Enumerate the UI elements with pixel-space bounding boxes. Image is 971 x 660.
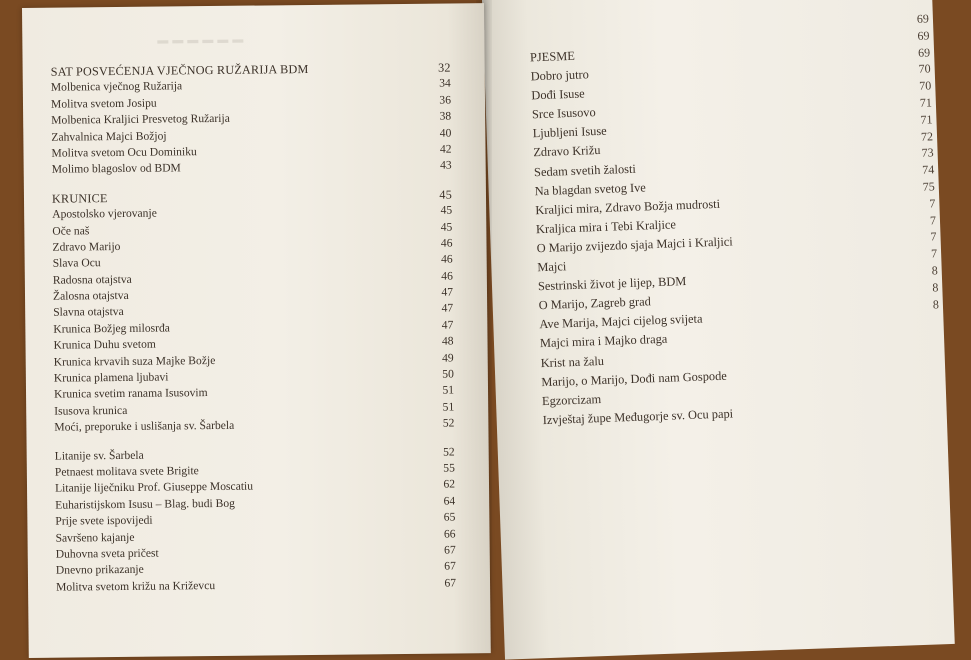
toc-entry-page: 67 — [444, 543, 456, 557]
toc-entry-title: Moći, preporuke i uslišanja sv. Šarbela — [54, 419, 235, 434]
toc-entry-title: Krunica Duhu svetom — [53, 337, 157, 352]
right-page — [482, 0, 955, 660]
song-page-number: 7 — [930, 246, 938, 261]
toc-entry-page: 64 — [443, 494, 456, 508]
toc-entry-title: KRUNICE — [51, 190, 108, 206]
toc-entry-page: 45 — [440, 220, 453, 234]
song-entry: Zdravo Križu — [533, 143, 601, 160]
toc-entry-title: Petnaest molitava svete Brigite — [54, 464, 199, 479]
song-entry: Kraljica mira i Tebi Kraljice — [535, 217, 677, 237]
songs-heading: PJESME — [529, 48, 576, 65]
song-page-number: 73 — [921, 145, 934, 161]
toc-section — [52, 186, 455, 436]
toc-entry-title: Oče naš — [52, 223, 90, 238]
song-page-number: 69 — [916, 11, 930, 26]
song-entry: Egzorcizam — [541, 391, 602, 408]
toc-entry-page: 52 — [442, 416, 455, 430]
toc-entry-page: 47 — [441, 285, 454, 299]
songs-list — [530, 34, 963, 430]
toc-entry-page: 47 — [441, 301, 454, 316]
toc-entry-page: 47 — [441, 318, 454, 332]
toc-entry-title: Krunica svetim ranama Isusovim — [53, 386, 208, 402]
song-entry: Majci mira i Majko draga — [539, 332, 668, 351]
left-page — [22, 3, 491, 658]
song-entry: Sedam svetih žalosti — [533, 161, 637, 179]
song-entry: Ljubljeni Isuse — [532, 124, 607, 141]
toc-entry-title: Apostolsko vjerovanje — [52, 206, 157, 221]
toc-entry-title: Duhovna sveta pričest — [55, 546, 159, 561]
toc-entry-page: 65 — [443, 510, 456, 524]
toc-entry-title: Molitva svetom Ocu Dominiku — [51, 145, 197, 160]
song-page-number: 71 — [920, 112, 933, 127]
toc-section — [51, 60, 452, 179]
toc-entry-title: Dnevno prikazanje — [55, 563, 144, 578]
toc-entry-title: Molimo blagoslov od BDM — [51, 161, 181, 177]
song-page-number: 8 — [932, 280, 939, 295]
toc-entry-title: Molbenica vječnog Ružarija — [50, 79, 183, 95]
toc-entry-title: Krunica plamena ljubavi — [53, 370, 169, 385]
song-entry: O Marijo zvijezdo sjaja Majci i Kraljici — [536, 234, 733, 256]
song-page-number: 74 — [921, 162, 935, 177]
toc-entry-page: 46 — [440, 236, 453, 250]
song-entry: Krist na žalu — [540, 353, 605, 370]
toc-entry-page: 43 — [440, 158, 452, 172]
song-page-number: 69 — [917, 44, 931, 60]
song-page-number: 69 — [917, 28, 930, 43]
toc-entry-row — [54, 416, 454, 437]
song-entry: Marijo, o Marijo, Dođi nam Gospode — [541, 368, 727, 389]
toc-entry-row — [56, 575, 456, 596]
toc-entry-title: SAT POSVEĆENJA VJEČNOG RUŽARIJA BDM — [50, 62, 309, 79]
song-entry: Dobro jutro — [530, 67, 590, 84]
toc-entry-title: Žalosna otajstva — [52, 288, 129, 303]
toc-entry-title: Zahvalnica Majci Božjoj — [51, 129, 167, 144]
toc-entry-page: 36 — [439, 93, 452, 107]
toc-entry-title: Litanije liječniku Prof. Giuseppe Moscatiu — [54, 479, 254, 496]
song-entry: Ave Marija, Majci cijelog svijeta — [539, 311, 703, 332]
song-page-number: 8 — [931, 263, 938, 278]
toc-entry-title: Slavna otajstva — [53, 305, 124, 320]
toc-entry-page: 42 — [439, 142, 452, 156]
song-entry: Majci — [537, 259, 567, 275]
table-of-contents — [51, 60, 457, 608]
toc-entry-title: Isusova krunica — [54, 403, 128, 418]
toc-entry-page: 67 — [444, 559, 456, 573]
song-entry: Srce Isusovo — [531, 105, 596, 122]
song-page-number: 70 — [919, 78, 932, 93]
song-page-number: 8 — [932, 296, 940, 311]
toc-entry-page: 50 — [442, 367, 454, 381]
toc-entry-page: 34 — [439, 76, 451, 91]
toc-entry-title: Prije svete ispovijedi — [55, 513, 153, 528]
toc-entry-page: 45 — [439, 187, 453, 202]
toc-entry-title: Savršeno kajanje — [55, 530, 135, 545]
song-entry: Dođi Isuse — [531, 86, 585, 103]
toc-entry-title: Zdravo Marijo — [52, 239, 121, 254]
toc-entry-page: 46 — [440, 252, 453, 266]
toc-entry-page: 62 — [443, 477, 456, 491]
toc-entry-page: 48 — [441, 334, 454, 348]
toc-entry-page: 51 — [442, 383, 455, 398]
toc-entry-title: Molbenica Kraljici Presvetog Ružarija — [51, 112, 230, 127]
toc-entry-row — [52, 158, 452, 179]
toc-section — [55, 444, 457, 596]
toc-entry-page: 46 — [441, 269, 453, 283]
toc-entry-title: Krunica Božjeg milosrđa — [53, 321, 170, 336]
toc-entry-page: 52 — [443, 445, 455, 459]
song-page-number: 70 — [918, 61, 931, 77]
toc-entry-page: 67 — [444, 576, 457, 590]
song-entry: Izvještaj župe Međugorje sv. Ocu papi — [542, 406, 734, 427]
toc-entry-title: Radosna otajstva — [52, 272, 132, 287]
song-page-number: 7 — [930, 229, 937, 244]
song-page-number: 7 — [929, 212, 937, 228]
song-page-number: 71 — [919, 95, 933, 110]
song-entry: O Marijo, Zagreb grad — [538, 294, 652, 313]
toc-entry-page: 51 — [442, 400, 455, 414]
song-page-number: 75 — [922, 179, 936, 194]
song-page-number: 72 — [920, 128, 934, 144]
show-through-text: ▬▬▬▬▬▬ — [157, 33, 248, 47]
toc-entry-page: 38 — [439, 109, 452, 123]
song-page-number: 7 — [929, 196, 936, 211]
toc-entry-title: Litanije sv. Šarbela — [54, 448, 144, 463]
toc-entry-page: 45 — [440, 203, 453, 217]
toc-entry-page: 40 — [439, 126, 452, 140]
toc-entry-page: 55 — [443, 461, 455, 475]
toc-entry-title: Krunica krvavih suza Majke Božje — [53, 353, 216, 369]
song-entry: Na blagdan svetog Ive — [534, 180, 647, 198]
toc-entry-page: 66 — [443, 527, 456, 541]
song-entry: Sestrinski život je lijep, BDM — [537, 274, 687, 294]
toc-entry-title: Slava Ocu — [52, 256, 101, 270]
song-entry: Kraljici mira, Zdravo Božja mudrosti — [535, 196, 721, 218]
toc-entry-title: Molitva svetom križu na Križevcu — [55, 578, 216, 594]
toc-entry-page: 32 — [437, 60, 451, 75]
toc-entry-title: Euharistijskom Isusu – Blag. budi Bog — [55, 496, 235, 512]
toc-entry-title: Molitva svetom Josipu — [50, 96, 157, 111]
toc-entry-page: 49 — [442, 351, 454, 365]
